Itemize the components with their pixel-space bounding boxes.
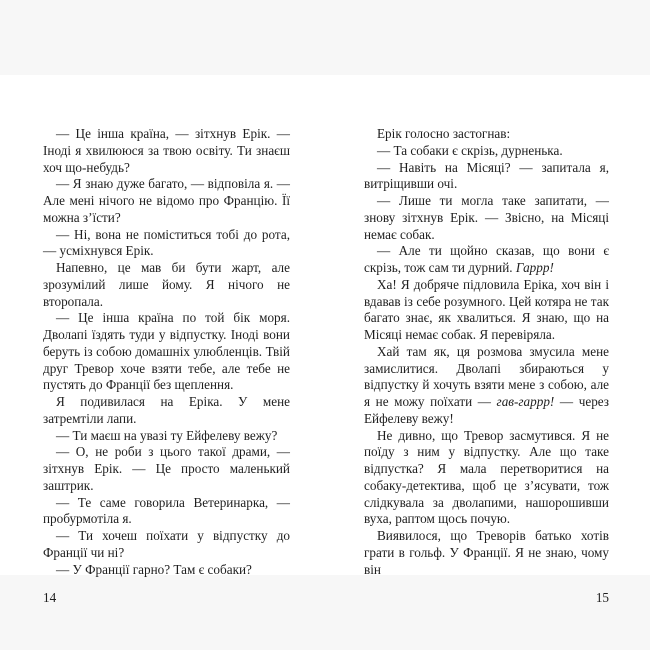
page-number: 14 [43,590,57,605]
paragraph-text: — Але ти щойно сказав, що вони є скрізь, тож сам ти дурний. [364,243,609,275]
paragraph-text: Хай там як, ця розмова змусила мене замислитися. Дволапі збираються у відпустку й хочуть взяти мене з собою, але я не можу поїхати [364,343,609,409]
paragraph: Ха! Я добряче підловила Еріка, хоч він і вдавав із себе розумного. Цей котяра не так багато знає, як хвалиться. Я знаю, що на Місяці немає собак. Я перевіряла. [364,276,609,342]
paragraph: — Ти маєш на увазі ту Ейфелеву вежу? [56,427,278,443]
paragraph: Не дивно, що Тревор засмутився. Я не поїду з ним у відпустку. Але що таке відпустка? Я мала перетворитися на собаку-детектива, щоб це з’ясувати, тож слідкувала за дволапими, нашорошивши вуха, раптом щось почую. [364,427,609,527]
italic-exclamation: Гаррр! [515,260,554,275]
paragraph: — Ні, вона не поміститься тобі до рота, — усміхнувся Ерік. [43,226,290,259]
paragraph [364,243,609,277]
paragraph: — Ти хочеш поїхати у відпустку до Франції чи ні? [43,528,290,560]
paragraph: — Це інша країна по той бік моря. Дволапі їздять туди у відпустку. Іноді вони беруть із собою домашніх улюбленців. Твій друг Тревор хоче взяти тебе, але тебе не пустять до Франції без щеплення. [43,310,290,393]
paragraph: Виявилося, що Треворів батько хотів грати в гольф. У Франції. Я не знаю, чому він [364,528,609,577]
paragraph: — Лише ти могла таке запитати, — знову зітхнув Ерік. — Звісно, на Місяці немає собак. [364,193,609,242]
paragraph: — Навіть на Місяці? — запитала я, витріщивши очі. [364,159,609,192]
book-spread [0,75,650,605]
paragraph: Хай там як, ця розмова змусила мене замислитися. Дволапі збираються у відпустку й хочуть взяти мене з собою, але я не можу поїхати — гав-гаррр! — через Ейфелеву вежу! [364,343,610,426]
paragraph: Ерік голосно застогнав: [377,126,511,141]
right-page [364,126,610,605]
paragraph: — Те саме говорила Ветеринарка, — пробурмотіла я. [43,494,290,527]
paragraph: — У Франції гарно? Там є собаки? [56,561,252,577]
paragraph: — О, не роби з цього такої драми, — зітхнув Ерік. — Це просто маленький заштрик. [43,444,290,493]
page-number: 15 [595,590,609,605]
paragraph: — Я знаю дуже багато, — відповіла я. — Але мені нічого не відомо про Францію. Її можна з’їсти? [43,176,290,225]
paragraph-text: — через Ейфелеву вежу! [364,394,610,426]
paragraph: — Це інша країна, — зітхнув Ерік. — Іноді я хвилююся за твою освіту. Ти знаєш хоч що-небудь? [43,126,290,175]
italic-exclamation: гав-гаррр! [496,394,555,409]
paragraph: — Та собаки є скрізь, дурненька. [377,142,563,158]
paragraph: Напевно, це мав би бути жарт, але зрозумілий лише йому. Я нічого не второпала. [43,260,290,309]
paragraph: Я подивилася на Еріка. У мене затремтіли лапи. [43,394,290,426]
left-page [43,126,290,605]
